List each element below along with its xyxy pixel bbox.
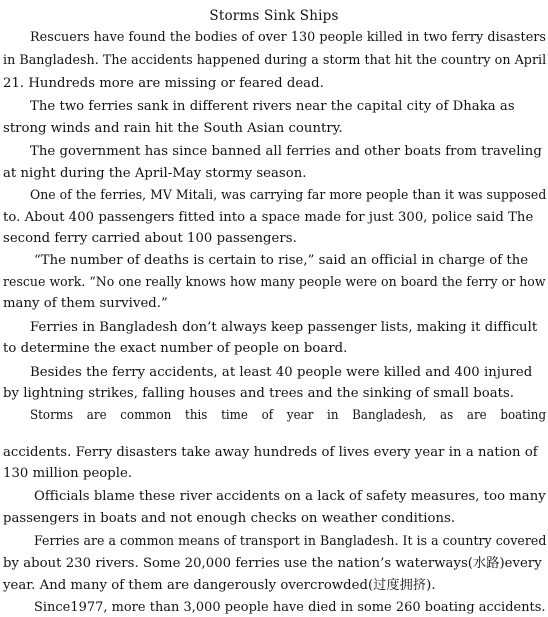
text-line: The government has since banned all ferries and other boats from traveling: [30, 144, 542, 159]
text-line: Storms are common this time of year in Bangladesh, as are boating: [30, 408, 547, 423]
text-line: to. About 400 passengers fitted into a space made for just 300, police said The: [3, 210, 534, 225]
text-line: accidents. Ferry disasters take away hundreds of lives every year in a nation of: [3, 445, 538, 460]
text-line: rescue work. “No one really knows how many people were on board the ferry or how: [3, 275, 546, 290]
text-line: to determine the exact number of people on board.: [3, 341, 348, 356]
text-line: by lightning strikes, falling houses and trees and the sinking of small boats.: [3, 386, 515, 401]
text-line: many of them survived.”: [3, 296, 168, 311]
text-line: by about 230 rivers. Some 20,000 ferries use the nation’s waterways(水路)every: [3, 556, 542, 571]
text-line: Ferries are a common means of transport in Bangladesh. It is a country covered: [34, 534, 547, 549]
text-line: Ferries in Bangladesh don’t always keep passenger lists, making it difficult: [30, 320, 538, 335]
text-line: 21. Hundreds more are missing or feared dead.: [3, 76, 324, 91]
text-line: 130 million people.: [3, 466, 133, 481]
text-line: “The number of deaths is certain to rise,” said an official in charge of the: [34, 253, 529, 268]
text-line: Officials blame these river accidents on a lack of safety measures, too many: [34, 489, 546, 504]
text-line: second ferry carried about 100 passengers.: [3, 231, 297, 246]
text-line: Besides the ferry accidents, at least 40 people were killed and 400 injured: [30, 365, 533, 380]
text-line: Since1977, more than 3,000 people have died in some 260 boating accidents.: [34, 600, 546, 615]
text-line: at night during the April-May stormy season.: [3, 166, 307, 181]
text-line-justified: [30, 408, 547, 424]
text-line: The two ferries sank in different rivers near the capital city of Dhaka as: [30, 99, 515, 114]
text-line: in Bangladesh. The accidents happened during a storm that hit the country on April: [3, 53, 547, 68]
text-line: strong winds and rain hit the South Asian country.: [3, 121, 343, 136]
text-line: year. And many of them are dangerously overcrowded(过度拥挤).: [3, 578, 436, 593]
text-line: One of the ferries, MV Mitali, was carrying far more people than it was supposed: [30, 188, 547, 203]
text-line: passengers in boats and not enough checks on weather conditions.: [3, 511, 456, 526]
text-line: Rescuers have found the bodies of over 130 people killed in two ferry disasters: [30, 30, 547, 45]
article-title: Storms Sink Ships: [209, 8, 339, 24]
